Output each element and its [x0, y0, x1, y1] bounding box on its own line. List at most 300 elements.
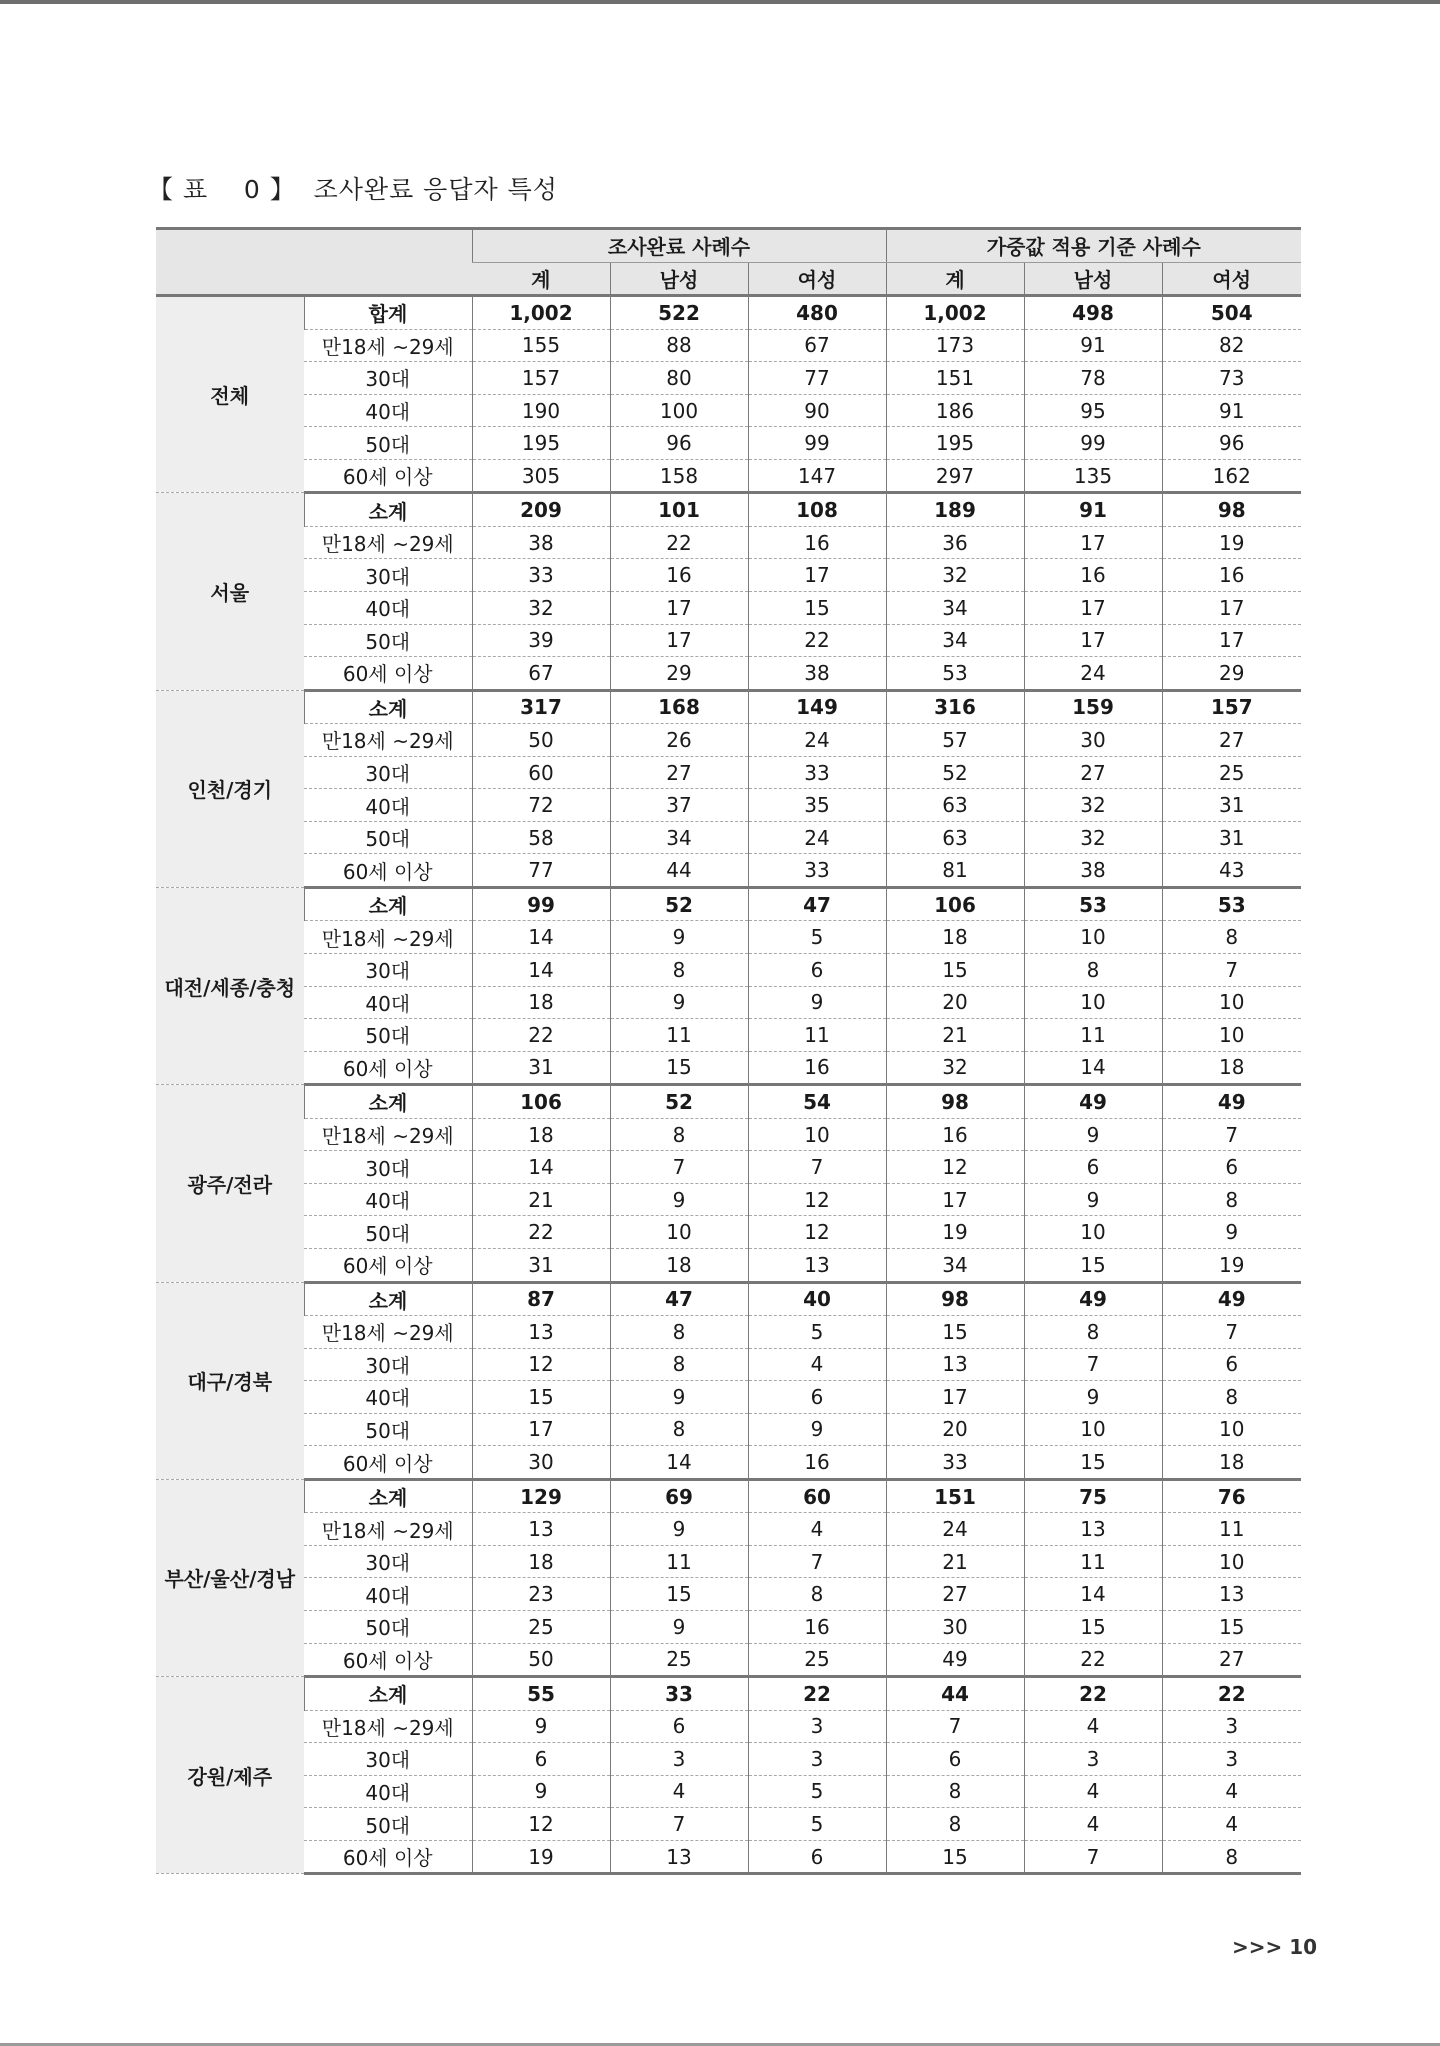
value-cell: 32	[472, 592, 610, 625]
row-label: 만18세 ~29세	[304, 1513, 472, 1546]
value-cell: 10	[1162, 1413, 1301, 1446]
row-label: 합계	[304, 296, 472, 330]
value-cell: 34	[886, 624, 1024, 657]
value-cell: 8	[1162, 921, 1301, 954]
value-cell: 34	[610, 821, 748, 854]
value-cell: 8	[610, 954, 748, 987]
value-cell: 14	[1024, 1051, 1162, 1085]
value-cell: 4	[748, 1348, 886, 1381]
row-label: 50대	[304, 1019, 472, 1052]
value-cell: 4	[1162, 1775, 1301, 1808]
value-cell: 54	[748, 1085, 886, 1119]
value-cell: 159	[1024, 690, 1162, 724]
value-cell: 75	[1024, 1479, 1162, 1513]
value-cell: 155	[472, 329, 610, 362]
table-row	[156, 986, 1301, 1019]
value-cell: 15	[1024, 1248, 1162, 1282]
value-cell: 98	[1162, 493, 1301, 527]
value-cell: 82	[1162, 329, 1301, 362]
value-cell: 26	[610, 724, 748, 757]
row-label: 30대	[304, 1348, 472, 1381]
value-cell: 7	[1162, 1118, 1301, 1151]
table-row	[156, 459, 1301, 493]
table-row	[156, 657, 1301, 691]
table-body	[156, 296, 1301, 1874]
value-cell: 34	[886, 592, 1024, 625]
value-cell: 17	[1024, 526, 1162, 559]
value-cell: 10	[1162, 1019, 1301, 1052]
value-cell: 3	[748, 1710, 886, 1743]
value-cell: 96	[610, 427, 748, 460]
value-cell: 17	[1162, 624, 1301, 657]
value-cell: 52	[610, 1085, 748, 1119]
value-cell: 157	[1162, 690, 1301, 724]
value-cell: 3	[1162, 1710, 1301, 1743]
value-cell: 22	[1024, 1643, 1162, 1677]
value-cell: 21	[886, 1545, 1024, 1578]
value-cell: 11	[1024, 1019, 1162, 1052]
value-cell: 101	[610, 493, 748, 527]
value-cell: 7	[1024, 1348, 1162, 1381]
row-label: 60세 이상	[304, 459, 472, 493]
value-cell: 498	[1024, 296, 1162, 330]
table-row	[156, 362, 1301, 395]
value-cell: 16	[748, 526, 886, 559]
value-cell: 78	[1024, 362, 1162, 395]
value-cell: 52	[886, 756, 1024, 789]
row-label: 30대	[304, 362, 472, 395]
value-cell: 29	[1162, 657, 1301, 691]
value-cell: 39	[472, 624, 610, 657]
row-label: 40대	[304, 789, 472, 822]
region-label: 강원/제주	[156, 1677, 304, 1874]
value-cell: 6	[1162, 1151, 1301, 1184]
table-row	[156, 1808, 1301, 1841]
value-cell: 72	[472, 789, 610, 822]
row-label: 30대	[304, 1151, 472, 1184]
table-row	[156, 1710, 1301, 1743]
value-cell: 31	[1162, 821, 1301, 854]
table-row	[156, 1413, 1301, 1446]
table-row	[156, 724, 1301, 757]
value-cell: 44	[886, 1677, 1024, 1711]
value-cell: 27	[1024, 756, 1162, 789]
value-cell: 20	[886, 986, 1024, 1019]
value-cell: 60	[472, 756, 610, 789]
value-cell: 30	[886, 1610, 1024, 1643]
value-cell: 195	[886, 427, 1024, 460]
row-label: 만18세 ~29세	[304, 526, 472, 559]
value-cell: 11	[1162, 1513, 1301, 1546]
table-row	[156, 427, 1301, 460]
value-cell: 6	[748, 954, 886, 987]
value-cell: 53	[1162, 887, 1301, 921]
region-label: 인천/경기	[156, 690, 304, 887]
table-row	[156, 1248, 1301, 1282]
value-cell: 4	[1162, 1808, 1301, 1841]
value-cell: 17	[886, 1183, 1024, 1216]
value-cell: 162	[1162, 459, 1301, 493]
value-cell: 3	[610, 1743, 748, 1776]
value-cell: 522	[610, 296, 748, 330]
value-cell: 25	[1162, 756, 1301, 789]
value-cell: 25	[472, 1610, 610, 1643]
value-cell: 24	[886, 1513, 1024, 1546]
row-label: 50대	[304, 1808, 472, 1841]
value-cell: 186	[886, 394, 1024, 427]
row-label: 30대	[304, 756, 472, 789]
value-cell: 7	[610, 1808, 748, 1841]
col-header: 남성	[1024, 262, 1162, 296]
value-cell: 15	[1024, 1446, 1162, 1480]
value-cell: 3	[748, 1743, 886, 1776]
value-cell: 14	[472, 1151, 610, 1184]
value-cell: 9	[1024, 1118, 1162, 1151]
table-row	[156, 1578, 1301, 1611]
value-cell: 33	[610, 1677, 748, 1711]
table-row-subtotal	[156, 1282, 1301, 1316]
value-cell: 15	[610, 1051, 748, 1085]
value-cell: 151	[886, 362, 1024, 395]
value-cell: 35	[748, 789, 886, 822]
value-cell: 10	[1024, 986, 1162, 1019]
value-cell: 27	[610, 756, 748, 789]
value-cell: 17	[1162, 592, 1301, 625]
value-cell: 34	[886, 1248, 1024, 1282]
page-number: >>> 10	[1232, 1935, 1318, 1959]
value-cell: 195	[472, 427, 610, 460]
value-cell: 10	[1024, 1216, 1162, 1249]
value-cell: 17	[610, 624, 748, 657]
value-cell: 22	[610, 526, 748, 559]
table-row	[156, 1051, 1301, 1085]
table-row	[156, 1019, 1301, 1052]
table-row	[156, 1840, 1301, 1874]
value-cell: 50	[472, 724, 610, 757]
table-row	[156, 1348, 1301, 1381]
value-cell: 13	[472, 1316, 610, 1349]
value-cell: 30	[472, 1446, 610, 1480]
value-cell: 16	[1024, 559, 1162, 592]
table-row	[156, 1513, 1301, 1546]
value-cell: 9	[610, 986, 748, 1019]
value-cell: 13	[748, 1248, 886, 1282]
value-cell: 151	[886, 1479, 1024, 1513]
value-cell: 31	[1162, 789, 1301, 822]
value-cell: 10	[1162, 1545, 1301, 1578]
value-cell: 91	[1024, 329, 1162, 362]
value-cell: 53	[886, 657, 1024, 691]
value-cell: 15	[748, 592, 886, 625]
value-cell: 16	[1162, 559, 1301, 592]
table-row-subtotal	[156, 296, 1301, 330]
row-label: 50대	[304, 1413, 472, 1446]
value-cell: 33	[748, 756, 886, 789]
value-cell: 32	[1024, 789, 1162, 822]
row-label: 40대	[304, 1578, 472, 1611]
value-cell: 14	[472, 954, 610, 987]
value-cell: 98	[886, 1282, 1024, 1316]
value-cell: 9	[1024, 1381, 1162, 1414]
region-label: 부산/울산/경남	[156, 1479, 304, 1676]
value-cell: 9	[610, 1513, 748, 1546]
value-cell: 27	[886, 1578, 1024, 1611]
row-label: 소계	[304, 690, 472, 724]
value-cell: 1,002	[472, 296, 610, 330]
value-cell: 67	[472, 657, 610, 691]
value-cell: 6	[1162, 1348, 1301, 1381]
row-label: 50대	[304, 821, 472, 854]
value-cell: 9	[1024, 1183, 1162, 1216]
value-cell: 7	[748, 1545, 886, 1578]
value-cell: 17	[610, 592, 748, 625]
value-cell: 157	[472, 362, 610, 395]
value-cell: 18	[886, 921, 1024, 954]
region-label: 대구/경북	[156, 1282, 304, 1479]
region-label: 서울	[156, 493, 304, 690]
value-cell: 14	[472, 921, 610, 954]
value-cell: 9	[748, 1413, 886, 1446]
value-cell: 9	[472, 1710, 610, 1743]
value-cell: 12	[748, 1183, 886, 1216]
value-cell: 6	[472, 1743, 610, 1776]
value-cell: 49	[1162, 1282, 1301, 1316]
value-cell: 4	[1024, 1775, 1162, 1808]
value-cell: 32	[1024, 821, 1162, 854]
value-cell: 25	[748, 1643, 886, 1677]
value-cell: 8	[886, 1775, 1024, 1808]
value-cell: 9	[610, 1610, 748, 1643]
value-cell: 13	[886, 1348, 1024, 1381]
value-cell: 38	[472, 526, 610, 559]
value-cell: 88	[610, 329, 748, 362]
value-cell: 8	[610, 1316, 748, 1349]
value-cell: 14	[1024, 1578, 1162, 1611]
value-cell: 29	[610, 657, 748, 691]
value-cell: 11	[748, 1019, 886, 1052]
value-cell: 69	[610, 1479, 748, 1513]
value-cell: 6	[886, 1743, 1024, 1776]
value-cell: 10	[1162, 986, 1301, 1019]
table-row-subtotal	[156, 1085, 1301, 1119]
value-cell: 16	[610, 559, 748, 592]
table-row	[156, 1743, 1301, 1776]
value-cell: 18	[610, 1248, 748, 1282]
value-cell: 32	[886, 1051, 1024, 1085]
value-cell: 22	[472, 1019, 610, 1052]
value-cell: 4	[748, 1513, 886, 1546]
row-label: 30대	[304, 954, 472, 987]
value-cell: 36	[886, 526, 1024, 559]
value-cell: 91	[1162, 394, 1301, 427]
row-label: 30대	[304, 559, 472, 592]
row-label: 60세 이상	[304, 1248, 472, 1282]
value-cell: 40	[748, 1282, 886, 1316]
value-cell: 22	[1162, 1677, 1301, 1711]
value-cell: 3	[1024, 1743, 1162, 1776]
col-header: 여성	[1162, 262, 1301, 296]
value-cell: 18	[1162, 1051, 1301, 1085]
row-label: 소계	[304, 493, 472, 527]
row-label: 50대	[304, 1216, 472, 1249]
value-cell: 9	[472, 1775, 610, 1808]
table-row-subtotal	[156, 1479, 1301, 1513]
table-row	[156, 1183, 1301, 1216]
value-cell: 7	[1024, 1840, 1162, 1874]
row-label: 50대	[304, 427, 472, 460]
region-label: 전체	[156, 296, 304, 493]
value-cell: 12	[886, 1151, 1024, 1184]
row-label: 만18세 ~29세	[304, 1118, 472, 1151]
value-cell: 18	[472, 1118, 610, 1151]
value-cell: 4	[1024, 1710, 1162, 1743]
value-cell: 22	[748, 1677, 886, 1711]
value-cell: 49	[1162, 1085, 1301, 1119]
value-cell: 31	[472, 1248, 610, 1282]
value-cell: 37	[610, 789, 748, 822]
value-cell: 8	[1024, 1316, 1162, 1349]
value-cell: 106	[886, 887, 1024, 921]
value-cell: 6	[748, 1840, 886, 1874]
table-row	[156, 854, 1301, 888]
value-cell: 7	[1162, 954, 1301, 987]
col-header: 계	[472, 262, 610, 296]
value-cell: 47	[748, 887, 886, 921]
value-cell: 21	[886, 1019, 1024, 1052]
value-cell: 58	[472, 821, 610, 854]
table-row	[156, 1216, 1301, 1249]
row-label: 만18세 ~29세	[304, 724, 472, 757]
value-cell: 23	[472, 1578, 610, 1611]
value-cell: 5	[748, 1808, 886, 1841]
value-cell: 19	[1162, 1248, 1301, 1282]
value-cell: 13	[1024, 1513, 1162, 1546]
value-cell: 5	[748, 1775, 886, 1808]
value-cell: 190	[472, 394, 610, 427]
value-cell: 49	[1024, 1085, 1162, 1119]
value-cell: 6	[748, 1381, 886, 1414]
value-cell: 50	[472, 1643, 610, 1677]
value-cell: 17	[748, 559, 886, 592]
value-cell: 1,002	[886, 296, 1024, 330]
value-cell: 99	[472, 887, 610, 921]
row-label: 소계	[304, 1282, 472, 1316]
value-cell: 76	[1162, 1479, 1301, 1513]
value-cell: 52	[610, 887, 748, 921]
row-label: 40대	[304, 1775, 472, 1808]
value-cell: 4	[1024, 1808, 1162, 1841]
value-cell: 33	[748, 854, 886, 888]
row-label: 만18세 ~29세	[304, 1710, 472, 1743]
value-cell: 8	[748, 1578, 886, 1611]
value-cell: 305	[472, 459, 610, 493]
table-row	[156, 1446, 1301, 1480]
value-cell: 6	[1024, 1151, 1162, 1184]
table-row	[156, 789, 1301, 822]
respondent-table	[156, 227, 1301, 1875]
value-cell: 63	[886, 789, 1024, 822]
value-cell: 31	[472, 1051, 610, 1085]
value-cell: 106	[472, 1085, 610, 1119]
table-row-subtotal	[156, 1677, 1301, 1711]
value-cell: 8	[1162, 1840, 1301, 1874]
row-label: 40대	[304, 986, 472, 1019]
value-cell: 317	[472, 690, 610, 724]
value-cell: 91	[1024, 493, 1162, 527]
table-row	[156, 1775, 1301, 1808]
value-cell: 13	[472, 1513, 610, 1546]
row-label: 40대	[304, 1183, 472, 1216]
row-label: 40대	[304, 592, 472, 625]
value-cell: 11	[610, 1019, 748, 1052]
value-cell: 25	[610, 1643, 748, 1677]
header-corner	[156, 229, 472, 296]
table-row	[156, 592, 1301, 625]
table-row	[156, 559, 1301, 592]
value-cell: 14	[610, 1446, 748, 1480]
value-cell: 297	[886, 459, 1024, 493]
header-group-completed: 조사완료 사례수	[472, 229, 886, 263]
header-group-weighted: 가중값 적용 기준 사례수	[886, 229, 1301, 263]
table-row	[156, 921, 1301, 954]
value-cell: 24	[748, 821, 886, 854]
value-cell: 19	[886, 1216, 1024, 1249]
value-cell: 22	[472, 1216, 610, 1249]
value-cell: 100	[610, 394, 748, 427]
value-cell: 8	[610, 1348, 748, 1381]
row-label: 소계	[304, 887, 472, 921]
value-cell: 8	[1162, 1183, 1301, 1216]
value-cell: 189	[886, 493, 1024, 527]
col-header: 계	[886, 262, 1024, 296]
value-cell: 16	[748, 1051, 886, 1085]
value-cell: 158	[610, 459, 748, 493]
value-cell: 60	[748, 1479, 886, 1513]
value-cell: 11	[610, 1545, 748, 1578]
col-header: 남성	[610, 262, 748, 296]
row-label: 만18세 ~29세	[304, 921, 472, 954]
row-label: 50대	[304, 624, 472, 657]
value-cell: 18	[472, 1545, 610, 1578]
value-cell: 10	[610, 1216, 748, 1249]
table-row-subtotal	[156, 887, 1301, 921]
value-cell: 7	[886, 1710, 1024, 1743]
value-cell: 135	[1024, 459, 1162, 493]
value-cell: 7	[1162, 1316, 1301, 1349]
value-cell: 5	[748, 921, 886, 954]
value-cell: 16	[748, 1446, 886, 1480]
value-cell: 7	[610, 1151, 748, 1184]
value-cell: 17	[1024, 624, 1162, 657]
value-cell: 30	[1024, 724, 1162, 757]
row-label: 소계	[304, 1085, 472, 1119]
row-label: 40대	[304, 1381, 472, 1414]
value-cell: 55	[472, 1677, 610, 1711]
table-row	[156, 1118, 1301, 1151]
table-row	[156, 1381, 1301, 1414]
value-cell: 47	[610, 1282, 748, 1316]
value-cell: 8	[1024, 954, 1162, 987]
row-label: 60세 이상	[304, 1446, 472, 1480]
value-cell: 22	[1024, 1677, 1162, 1711]
value-cell: 168	[610, 690, 748, 724]
top-rule	[0, 0, 1440, 4]
table-row	[156, 1610, 1301, 1643]
value-cell: 63	[886, 821, 1024, 854]
table-row-subtotal	[156, 690, 1301, 724]
value-cell: 18	[1162, 1446, 1301, 1480]
value-cell: 6	[610, 1710, 748, 1743]
